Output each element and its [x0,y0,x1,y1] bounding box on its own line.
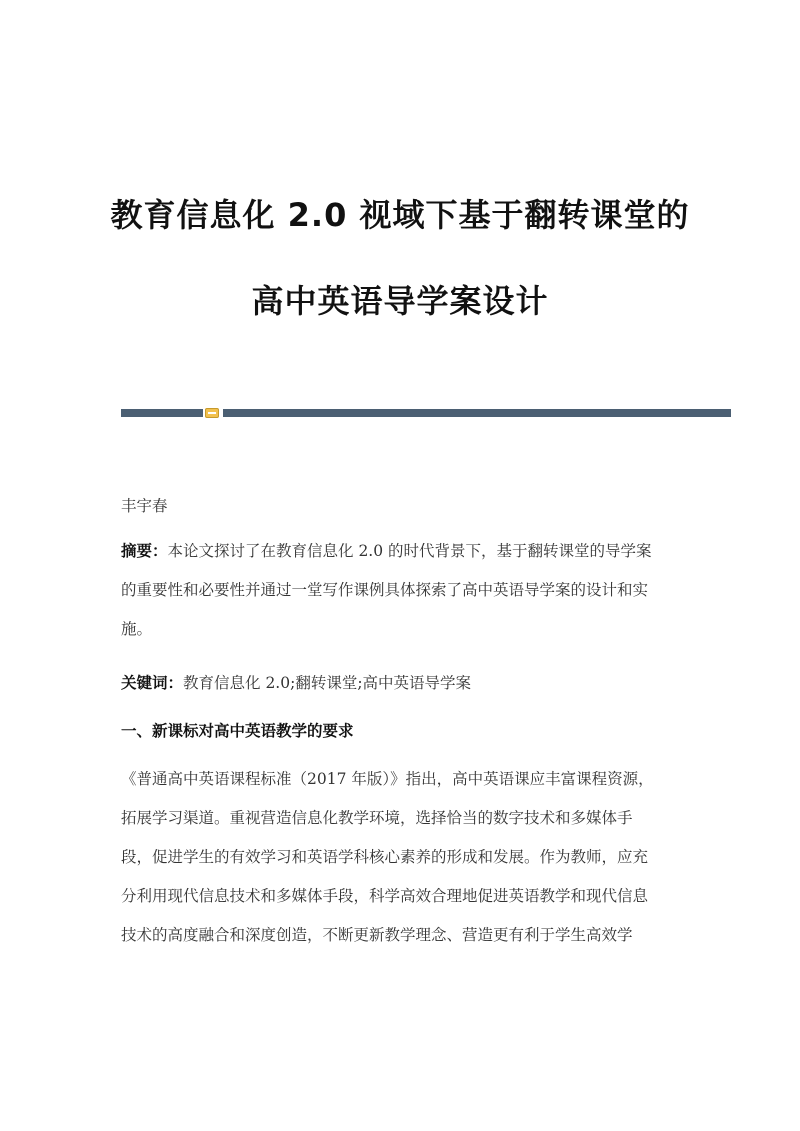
body-line: 技术的高度融合和深度创造，不断更新教学理念、营造更有利于学生高效学 [121,926,633,944]
abstract-line: 本论文探讨了在教育信息化 2.0 的时代背景下，基于翻转课堂的导学案 [167,542,652,560]
section-heading: 一、新课标对高中英语教学的要求 [121,722,354,740]
keywords-text: 教育信息化 2.0;翻转课堂;高中英语导学案 [183,674,472,692]
document-title-line-1: 教育信息化 2.0 视域下基于翻转课堂的 [110,196,690,234]
body-line: 《普通高中英语课程标准（2017 年版）》指出，高中英语课应丰富课程资源， [121,770,654,788]
divider-right-segment [223,409,731,417]
body-line: 分利用现代信息技术和多媒体手段，科学高效合理地促进英语教学和现代信息 [121,887,649,905]
title-divider [121,409,731,417]
body-line: 段，促进学生的有效学习和英语学科核心素养的形成和发展。作为教师，应充 [121,848,649,866]
body-line: 拓展学习渠道。重视营造信息化教学环境，选择恰当的数字技术和多媒体手 [121,809,633,827]
keywords-label: 关键词： [121,674,184,692]
author-name: 丰宇春 [121,497,168,515]
abstract [121,532,691,649]
document-title-line-2: 高中英语导学案设计 [251,282,549,320]
keywords [121,664,691,703]
document-icon [205,408,219,418]
section-body [121,760,691,955]
abstract-line: 的重要性和必要性并通过一堂写作课例具体探索了高中英语导学案的设计和实 [121,581,649,599]
divider-left-segment [121,409,203,417]
abstract-label: 摘要： [121,542,168,560]
abstract-line: 施。 [121,620,153,638]
